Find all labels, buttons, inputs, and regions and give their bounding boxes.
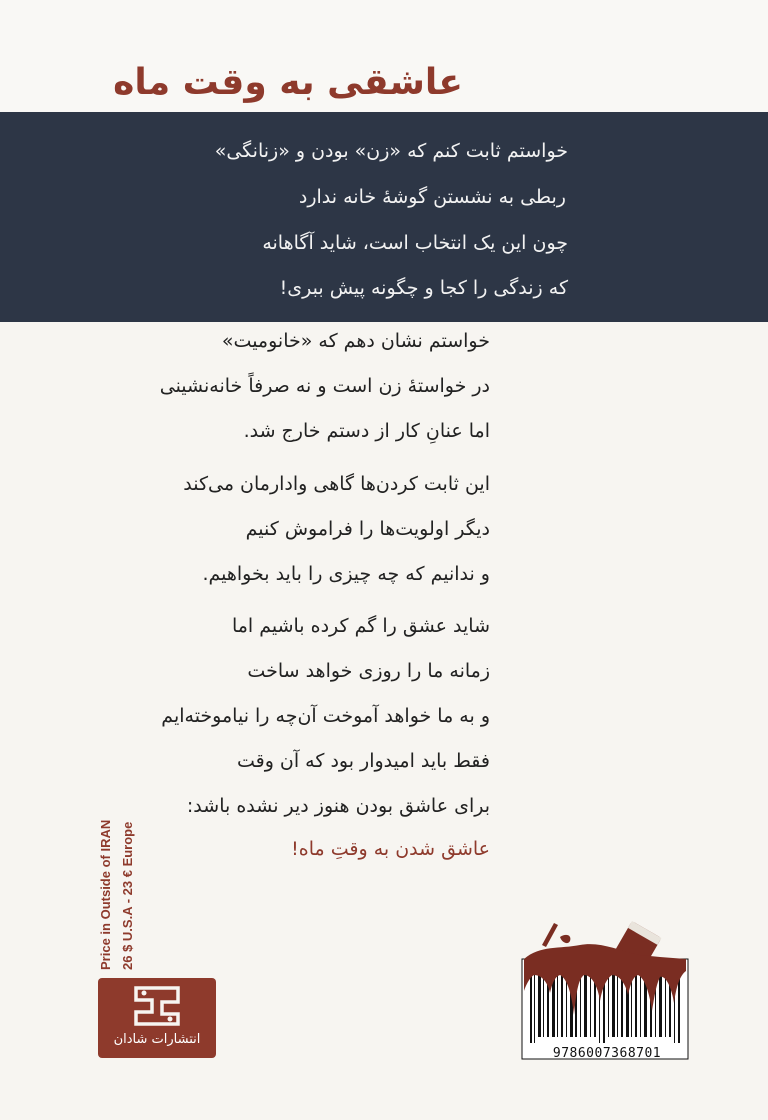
- body-line: زمانه ما را روزی خواهد ساخت: [247, 660, 490, 682]
- price-note: [95, 770, 145, 970]
- body-line: و ندانیم که چه چیزی را باید بخواهیم.: [202, 563, 490, 585]
- band-line: که زندگی را کجا و چگونه پیش ببری!: [279, 277, 568, 299]
- band-line: چون این یک انتخاب است، شاید آگاهانه: [262, 232, 568, 254]
- body-line: این ثابت کردن‌ها گاهی وادارمان می‌کند: [183, 473, 490, 495]
- closing-line: عاشق شدن به وقتِ ماه!: [291, 838, 490, 860]
- isbn-digits: 9786007368701: [552, 1046, 662, 1061]
- body-line: شاید عشق را گم کرده باشیم اما: [231, 615, 490, 637]
- barcode-icon: [520, 915, 690, 1065]
- book-title: عاشقی به وقت ماه: [113, 62, 463, 103]
- price-line-1: Price in Outside of IRAN: [98, 819, 113, 970]
- body-line: در خواستهٔ زن است و نه صرفاً خانه‌نشینی: [159, 375, 490, 397]
- body-line: و به ما خواهد آموخت آن‌چه را نیاموخته‌ایم: [161, 705, 490, 727]
- publisher-logo-box: [98, 978, 216, 1058]
- price-line-2: 26 $ U.S.A - 23 € Europe: [120, 821, 135, 970]
- publisher-name: انتشارات شادان: [113, 1032, 201, 1047]
- body-line: خواستم نشان دهم که «خانومیت»: [221, 330, 490, 352]
- band-line: ربطی به نشستن گوشهٔ خانه ندارد: [298, 186, 566, 208]
- shadan-logo-icon: [132, 984, 182, 1028]
- barcode: [520, 915, 690, 1065]
- body-line: اما عنانِ کار از دستم خارج شد.: [243, 420, 490, 442]
- band-line: خواستم ثابت کنم که «زن» بودن و «زنانگی»: [214, 140, 568, 162]
- body-line: دیگر اولویت‌ها را فراموش کنیم: [245, 518, 490, 540]
- body-line: فقط باید امیدوار بود که آن وقت: [236, 750, 490, 772]
- body-line: برای عاشق بودن هنوز دیر نشده باشد:: [186, 795, 490, 817]
